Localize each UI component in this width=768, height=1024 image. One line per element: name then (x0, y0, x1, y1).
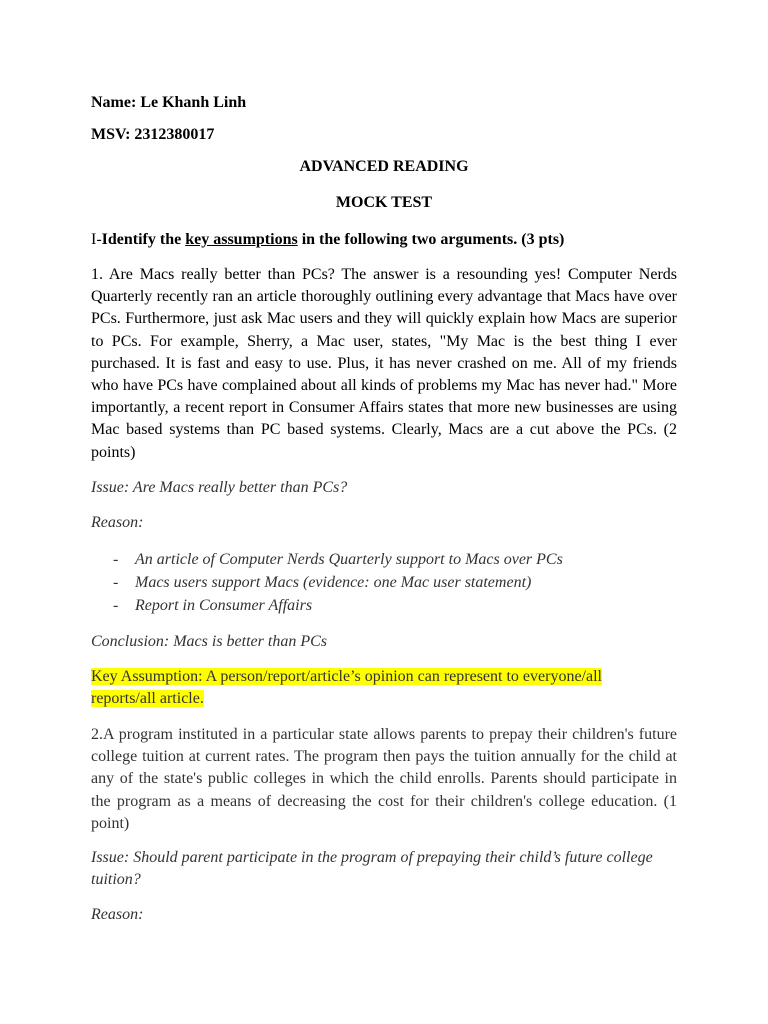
section-heading-after: in the following two arguments. (3 pts) (297, 231, 565, 248)
list-item: - An article of Computer Nerds Quarterly support to Macs over PCs (91, 548, 677, 571)
key-assumption-line-1: Key Assumption: A person/report/article’s opinion can represent to everyone/all (91, 668, 602, 685)
question-2-text: 2.A program instituted in a particular state allows parents to prepay their children's future college tuition at current rates. The program then pays the tuition annually for the child at any of the state's public colleges in which the child enrolls. Parents should participate in the program as a means of decreasing the cost for their children's college education. (1 point) (91, 726, 677, 832)
bullet-dash: - (113, 551, 119, 568)
bullet-dash: - (113, 597, 119, 614)
student-msv: MSV: 2312380017 (91, 126, 215, 143)
list-item: - Macs users support Macs (evidence: one Mac user statement) (91, 571, 677, 594)
document-subtitle: MOCK TEST (335, 194, 433, 211)
question-1-text: 1. Are Macs really better than PCs? The answer is a resounding yes! Computer Nerds Quarterly recently ran an article thoroughly outlining every advantage that Macs have over PCs. Furthermore, just ask Mac users and they will quickly explain how Macs are superior to PCs. For example, Sherry, a Mac user, states, "My Mac is the best thing I ever purchased. It is fast and easy to use. Plus, it has never crashed on me. All of my friends who have PCs have complained about all kinds of problems my Mac has never had." More importantly, a recent report in Consumer Affairs states that more new businesses are using Mac based systems than PC based systems. Clearly, Macs are a cut above the PCs. (2 points) (91, 266, 677, 461)
student-name: Name: Le Khanh Linh (91, 94, 247, 111)
section-heading-before: Identify the (101, 231, 186, 248)
section-heading-underlined: key assumptions (185, 231, 298, 248)
question-2-reason-label: Reason: (91, 906, 144, 923)
document-title: ADVANCED READING (299, 158, 469, 175)
bullet-dash: - (113, 574, 119, 591)
question-2-issue: Issue: Should parent participate in the program of prepaying their child’s future college tuition? (91, 849, 653, 889)
question-1-conclusion: Conclusion: Macs is better than PCs (91, 633, 327, 650)
question-1-reason-list (91, 548, 677, 617)
list-item: - Report in Consumer Affairs (91, 594, 677, 617)
question-1-reason-label: Reason: (91, 514, 144, 531)
section-heading (91, 229, 677, 251)
question-1-issue: Issue: Are Macs really better than PCs? (91, 479, 348, 496)
key-assumption-line-2: reports/all article. (91, 690, 204, 707)
section-prefix: I- (91, 231, 102, 248)
